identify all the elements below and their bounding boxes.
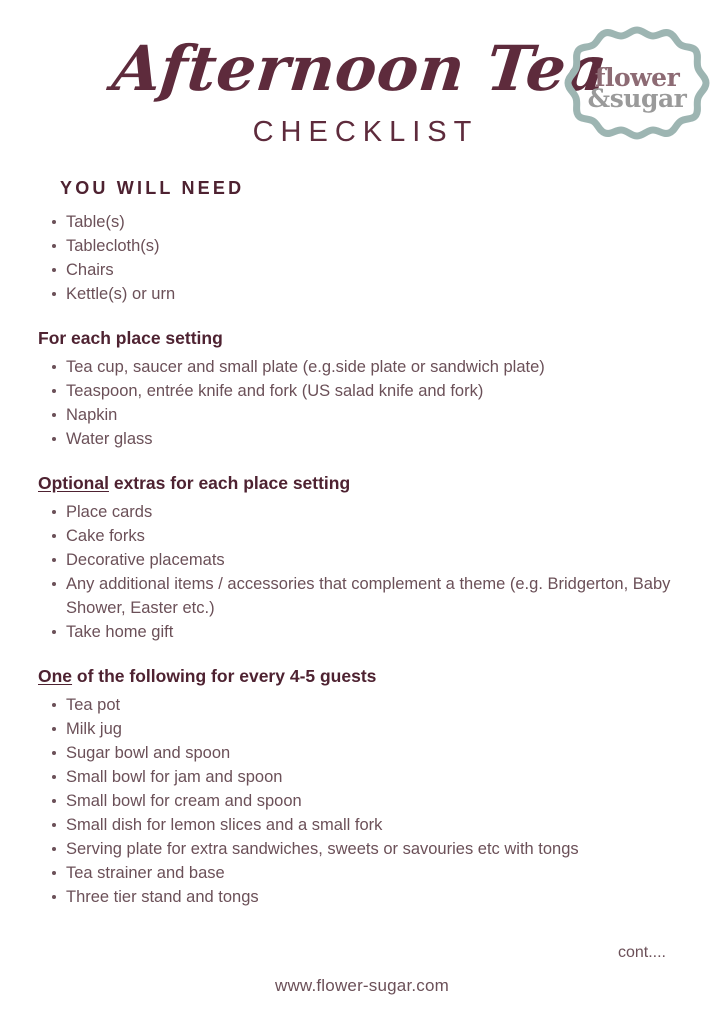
- section-heading: For each place setting: [38, 328, 223, 348]
- continuation-note: cont....: [617, 944, 666, 961]
- checklist-items: [38, 210, 694, 306]
- section-heading-emphasis: One: [38, 666, 73, 686]
- checklist-section: [38, 473, 694, 644]
- section-heading-rest: extras for each place setting: [108, 473, 351, 493]
- logo-wordmark: [563, 26, 711, 150]
- brand-logo-badge: [563, 26, 711, 150]
- list-item[interactable]: Tea pot: [38, 693, 694, 717]
- list-item[interactable]: Tea cup, saucer and small plate (e.g.side plate or sandwich plate): [38, 355, 694, 379]
- page-subtitle: CHECKLIST: [252, 116, 479, 148]
- list-item[interactable]: Place cards: [38, 500, 694, 524]
- list-item[interactable]: Decorative placemats: [38, 548, 694, 572]
- checklist-section: [38, 666, 694, 909]
- website-url: www.flower-sugar.com: [274, 976, 450, 995]
- list-item[interactable]: Tablecloth(s): [38, 234, 694, 258]
- checklist-section: [38, 328, 694, 451]
- document-footer: [0, 928, 724, 1024]
- list-item[interactable]: Small dish for lemon slices and a small fork: [38, 813, 694, 837]
- section-heading-rest: of the following for every 4-5 guests: [72, 666, 377, 686]
- section-heading: [38, 473, 694, 494]
- list-item[interactable]: Take home gift: [38, 620, 694, 644]
- list-item[interactable]: Tea strainer and base: [38, 861, 694, 885]
- list-item[interactable]: Sugar bowl and spoon: [38, 741, 694, 765]
- page-title: Afternoon Tea: [109, 32, 611, 105]
- list-item[interactable]: Cake forks: [38, 524, 694, 548]
- list-item[interactable]: Milk jug: [38, 717, 694, 741]
- list-item[interactable]: Small bowl for jam and spoon: [38, 765, 694, 789]
- checklist-items: [38, 500, 694, 644]
- logo-word-flower: flower: [594, 62, 680, 92]
- list-item[interactable]: Table(s): [38, 210, 694, 234]
- section-heading: [38, 666, 694, 687]
- section-heading: YOU WILL NEED: [60, 178, 245, 198]
- list-item[interactable]: Teaspoon, entrée knife and fork (US salad knife and fork): [38, 379, 694, 403]
- logo-word-sugar: &sugar: [587, 84, 687, 113]
- checklist-content: [0, 178, 724, 909]
- list-item[interactable]: Water glass: [38, 427, 694, 451]
- section-spacer: [38, 306, 694, 328]
- list-item[interactable]: Small bowl for cream and spoon: [38, 789, 694, 813]
- document-header: [0, 0, 724, 178]
- list-item[interactable]: Chairs: [38, 258, 694, 282]
- checklist-section: [38, 178, 694, 306]
- list-item[interactable]: Any additional items / accessories that complement a theme (e.g. Bridgerton, Baby Shower, Easter etc.): [38, 572, 694, 620]
- section-spacer: [38, 644, 694, 666]
- section-heading-emphasis: Optional: [38, 473, 109, 493]
- list-item[interactable]: Napkin: [38, 403, 694, 427]
- section-spacer: [38, 451, 694, 473]
- list-item[interactable]: Kettle(s) or urn: [38, 282, 694, 306]
- sections-root: [38, 178, 694, 909]
- list-item[interactable]: Three tier stand and tongs: [38, 885, 694, 909]
- checklist-items: [38, 693, 694, 909]
- checklist-items: [38, 355, 694, 451]
- list-item[interactable]: Serving plate for extra sandwiches, sweets or savouries etc with tongs: [38, 837, 694, 861]
